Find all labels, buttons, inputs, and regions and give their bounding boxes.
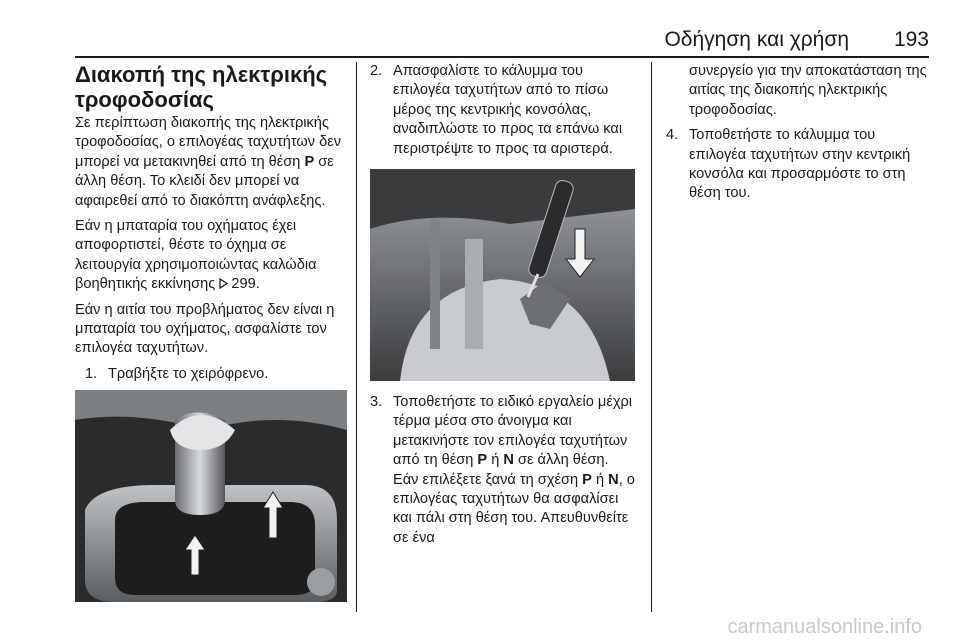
section-heading: Διακοπή της ηλεκτρικής τροφοδοσίας <box>75 62 328 112</box>
step-4: 4. Τοποθετήστε το κάλυμμα του επιλογέα ταχυτήτων στην κεντρική κονσόλα και προσαρμόστε το στη θέση του. <box>666 127 911 202</box>
step-2: 2. Απασφαλίστε το κάλυμμα του επιλογέα ταχυτήτων από το πίσω μέρος της κεντρικής κονσόλας, αναδιπλώστε το προς τα επάνω και περιστρέψτε το προς τα αριστερά. <box>370 63 623 157</box>
watermark: carmanualsonline.info <box>727 616 922 638</box>
column-1 <box>75 62 347 614</box>
paragraph-3: Εάν η αιτία του προβλήματος δεν είναι η μπαταρία του οχήματος, ασφαλίστε τον επιλογέα ταχυτήτων. <box>75 301 335 357</box>
header-rule <box>75 56 929 58</box>
column-divider-1 <box>356 62 357 612</box>
column-2 <box>370 62 635 554</box>
step-3: 3. Τοποθετήστε το ειδικό εργαλείο μέχρι τέρμα μέσα στο άνοιγμα και μετακινήστε τον επιλογέα ταχυτήτων από τη θέση P ή N σε άλλη θέση. Εάν επιλέξετε ξανά τη σχέση P ή N, ο επιλογέας ταχυτήτων θα ασφαλίσει και πάλι στη θέση του. Απευθυνθείτε σε ένα <box>370 394 635 546</box>
special-tool-figure <box>370 169 635 381</box>
paragraph-1: Σε περίπτωση διακοπής της ηλεκτρικής τροφοδοσίας, ο επιλογέας ταχυτήτων δεν μπορεί να μετακινηθεί από τη θέση P σε άλλη θέση. Το κλειδί δεν μπορεί να αφαιρεθεί από το διακόπτη ανάφλεξης. <box>75 115 342 209</box>
page-reference[interactable]: 299. <box>231 276 260 293</box>
paragraph-2: Εάν η μπαταρία του οχήματος έχει αποφορτιστεί, θέστε το όχημα σε λειτουργία χρησιμοποιώντας καλώδια βοηθητικής εκκίνησης 299. <box>75 218 317 293</box>
step-3-continued: συνεργείο για την αποκατάσταση της αιτίας της διακοπής ηλεκτρικής τροφοδοσίας. <box>689 63 927 118</box>
step-1: 1. Τραβήξτε το χειρόφρενο. <box>85 365 269 382</box>
gear-selector-figure <box>75 390 347 602</box>
page-header <box>75 22 929 62</box>
page-number: 193 <box>893 28 929 51</box>
column-3 <box>666 62 931 210</box>
page-reference-arrow-icon <box>219 278 228 289</box>
column-divider-2 <box>651 62 652 612</box>
header-title: Οδήγηση και χρήση <box>664 28 849 51</box>
